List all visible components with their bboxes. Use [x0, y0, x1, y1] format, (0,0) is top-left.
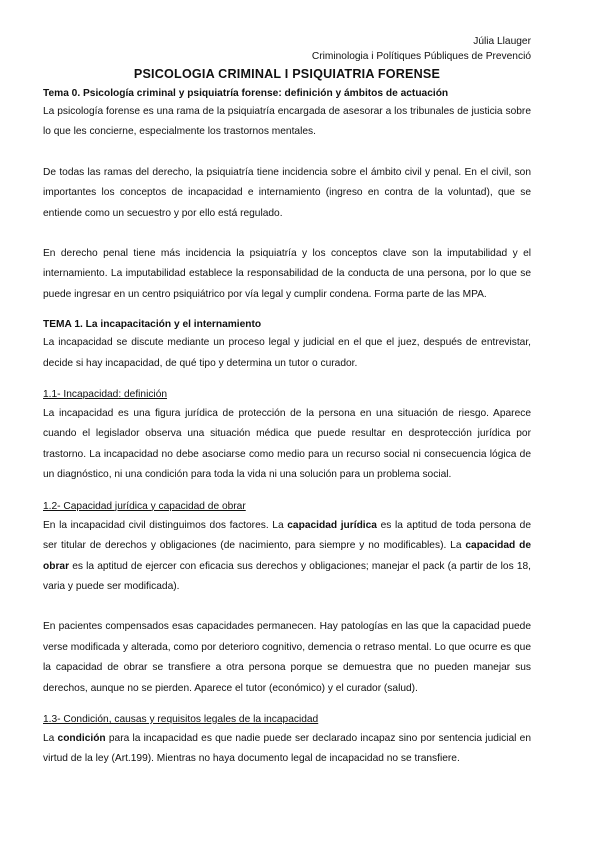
- section-1-2-paragraph-2: En pacientes compensados esas capacidades permanecen. Hay patologías en las que la capacidad puede verse modificada y alterada, como por deterioro cognitivo, demencia o retraso mental. Lo que ocurre es que la capacidad de obrar se transfiere a otra persona porque se demuestra que no pueden manejar sus derechos, aunque no se pierden. Aparece el tutor (económico) y el curador (salud).: [43, 621, 531, 694]
- term-capacidad-juridica: capacidad jurídica: [287, 519, 377, 531]
- page-header: [43, 34, 531, 64]
- text-run: En la incapacidad civil distinguimos dos factores. La: [43, 519, 288, 531]
- text-run: es la aptitud de ejercer con eficacia sus derechos y obligaciones; manejar el pack (a partir de los 18, varia y puede ser modificada).: [43, 560, 531, 592]
- text-run: La: [43, 732, 58, 744]
- tema1-paragraph-1: La incapacidad se discute mediante un proceso legal y judicial en el que el juez, después de entrevistar, decide si hay incapacidad, de qué tipo y determina un tutor o curador.: [43, 337, 531, 369]
- author-name: Júlia Llauger: [473, 36, 531, 47]
- section-1-3-heading: 1.3- Condición, causas y requisitos legales de la incapacidad: [43, 713, 319, 725]
- text-run: es la aptitud de toda persona de ser titular de derechos y obligaciones (de nacimiento, para siempre y no modificables). La: [43, 519, 531, 552]
- section-1-1-paragraph: La incapacidad es una figura jurídica de protección de la persona en una situación de riesgo. Aparece cuando el legislador observa una situación médica que puede resultar en desprotección jurídica por trastorno. La incapacidad no debe asociarse como medio para un recurso social ni consecuencia lógica de un diagnóstico, ni una condición para toda la vida ni una solución para un problema social.: [43, 408, 531, 481]
- section-1-3-paragraph-1: [43, 729, 531, 770]
- tema0-paragraph-3: En derecho penal tiene más incidencia la psiquiatría y los conceptos clave son la imputabilidad y el internamiento. La imputabilidad establece la responsabilidad de la conducta de una persona, por lo que se puede ingresar en un centro psiquiátrico por vía legal y cumplir condena. Forma parte de las MPA.: [43, 248, 531, 300]
- section-1-1-heading: 1.1- Incapacidad: definición: [43, 389, 168, 401]
- section-1-2-heading: 1.2- Capacidad jurídica y capacidad de obrar: [43, 500, 246, 512]
- tema0-heading: Tema 0. Psicología criminal y psiquiatría forense: definición y ámbitos de actuación: [43, 88, 449, 99]
- tema1-heading: TEMA 1. La incapacitación y el internamiento: [43, 319, 262, 331]
- section-1-2-paragraph-1: [43, 516, 531, 598]
- document-title: PSICOLOGIA CRIMINAL I PSIQUIATRIA FORENSE: [133, 67, 441, 81]
- tema0-paragraph-1: La psicología forense es una rama de la psiquiatría encargada de asesorar a los tribunales de justicia sobre lo que les concierne, especialmente los trastornos mentales.: [43, 106, 531, 138]
- tema0-paragraph-2: De todas las ramas del derecho, la psiquiatría tiene incidencia sobre el ámbito civil y penal. En el civil, son importantes los conceptos de incapacidad e internamiento (ingreso en contra de la voluntad), que se entiende como un secuestro y por ello está regulado.: [43, 166, 531, 219]
- term-capacidad-de-obrar: capacidad de obrar: [43, 540, 531, 572]
- course-name: Criminologia i Polítiques Públiques de Prevenció: [311, 51, 531, 62]
- text-run: para la incapacidad es que nadie puede ser declarado incapaz sino por sentencia judicial en virtud de la ley (Art.199). Mientras no haya documento legal de incapacidad no se transfiere.: [43, 732, 531, 765]
- term-condicion: condición: [57, 732, 106, 744]
